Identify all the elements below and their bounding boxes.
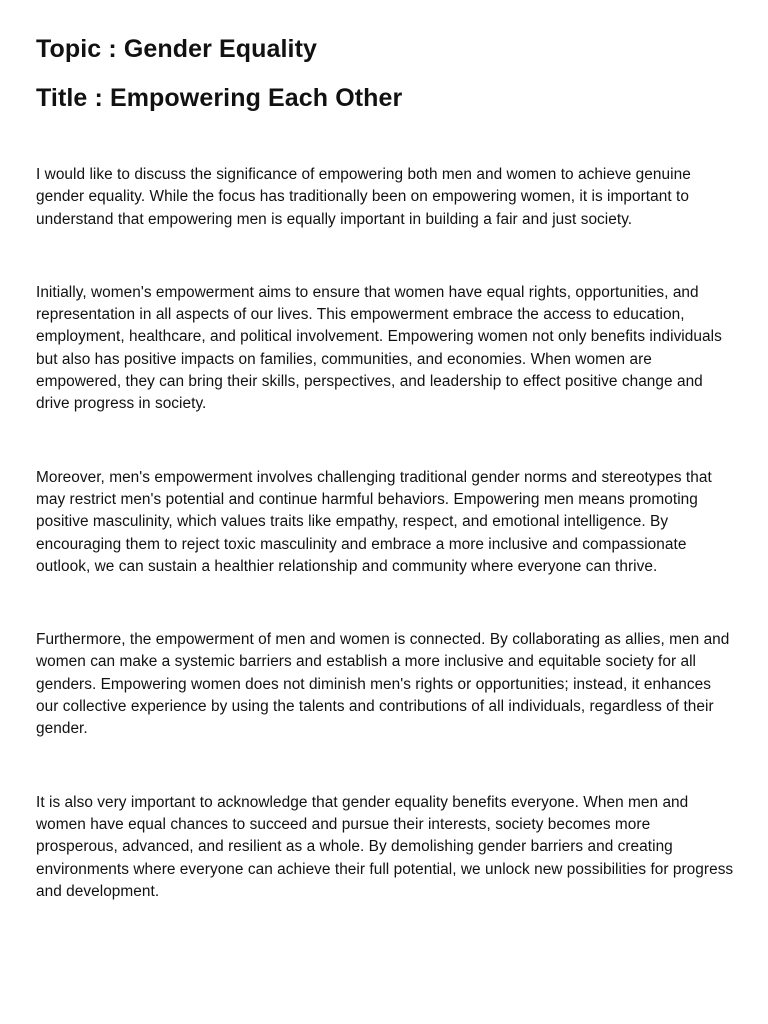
paragraph-1: I would like to discuss the significance of empowering both men and women to achieve genuine gender equality. While the focus has traditionally been on empowering women, it is important to understand that empowering men is equally important in building a fair and just society. (36, 166, 691, 228)
document-body (36, 164, 736, 903)
topic-heading: Topic : Gender Equality (36, 35, 318, 63)
paragraph-3: Moreover, men's empowerment involves challenging traditional gender norms and stereotypes that may restrict men's potential and continue harmful behaviors. Empowering men means promoting positive masculinity, which values traits like empathy, respect, and emotional intelligence. By encouraging them to reject toxic masculinity and embrace a more inclusive and compassionate outlook, we can sustain a healthier relationship and community where everyone can thrive. (36, 468, 712, 575)
document-page (36, 33, 736, 903)
paragraph-5: It is also very important to acknowledge that gender equality benefits everyone. When men and women have equal chances to succeed and pursue their interests, society becomes more prosperous, advanced, and resilient as a whole. By demolishing gender barriers and creating environments where everyone can achieve their full potential, we unlock new possibilities for progress and development. (36, 793, 734, 900)
title-heading: Title : Empowering Each Other (36, 84, 403, 112)
paragraph-4: Furthermore, the empowerment of men and women is connected. By collaborating as allies, men and women can make a systemic barriers and establish a more inclusive and equitable society for all genders. Empowering women does not diminish men's rights or opportunities; instead, it enhances our collective experience by using the talents and contributions of all individuals, regardless of their gender. (36, 631, 730, 738)
paragraph-2: Initially, women's empowerment aims to ensure that women have equal rights, opportunities, and representation in all aspects of our lives. This empowerment embrace the access to education, employment, healthcare, and political involvement. Empowering women not only benefits individuals but also has positive impacts on families, communities, and economies. When women are empowered, they can bring their skills, perspectives, and leadership to effect positive change and drive progress in society. (36, 283, 722, 413)
